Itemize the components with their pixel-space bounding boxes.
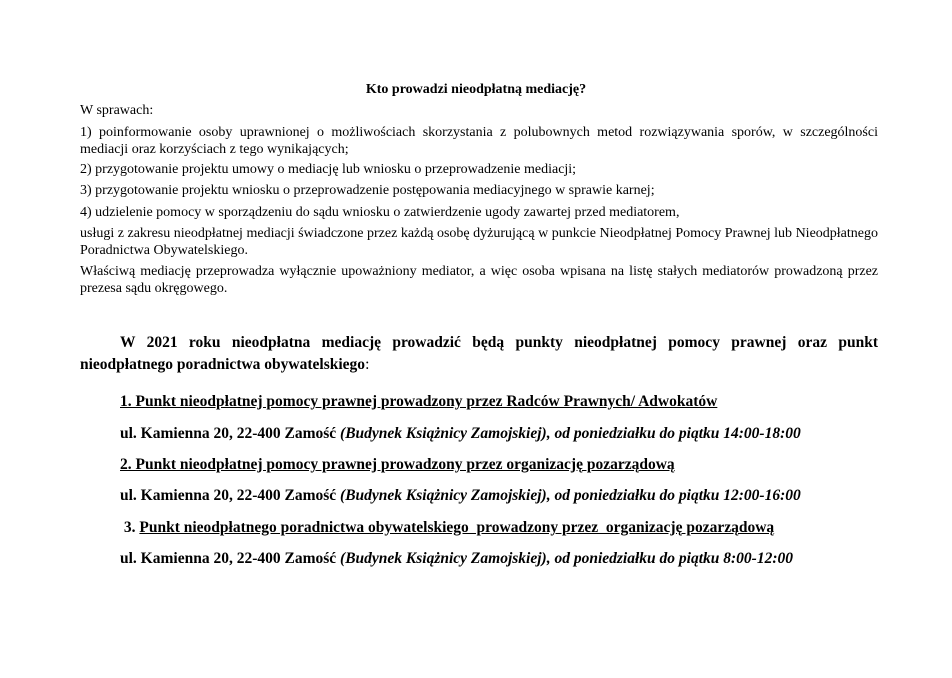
- point-1-address: [80, 423, 918, 445]
- point-2-hours: (Budynek Książnicy Zamojskiej), od poniedziałku do piątku 12:00-16:00: [340, 487, 801, 504]
- point-2-address: [80, 485, 918, 507]
- mediator-paragraph: Właściwą mediację przeprowadza wyłącznie upoważniony mediator, a więc osoba wpisana na listę stałych mediatorów prowadzoną przez prezesa sądu okręgowego.: [80, 264, 878, 296]
- point-1-heading-text: 1. Punkt nieodpłatnej pomocy prawnej prowadzony przez Radców Prawnych/ Adwokatów: [120, 393, 718, 410]
- year-intro-text: W 2021 roku nieodpłatna mediację prowadzić będą punkty nieodpłatnej pomocy prawnej oraz punkt nieodpłatnego poradnictwa obywatelskiego: [80, 334, 878, 373]
- list-item-1: 1) poinformowanie osoby uprawnionej o możliwościach skorzystania z polubownych metod rozwiązywania sporów, w szczególności mediacji oraz korzyściach z tego wynikających;: [80, 125, 878, 157]
- point-2-street: ul. Kamienna 20, 22-400 Zamość: [120, 487, 341, 504]
- point-1-street: ul. Kamienna 20, 22-400 Zamość: [120, 425, 341, 442]
- services-paragraph: usługi z zakresu nieodpłatnej mediacji świadczone przez każdą osobę dyżurującą w punkcie Nieodpłatnej Pomocy Prawnej lub Nieodpłatnego Poradnictwa Obywatelskiego.: [80, 226, 878, 258]
- year-intro-paragraph: [80, 332, 878, 376]
- year-intro-colon: :: [365, 356, 370, 373]
- point-2-heading-text: 2. Punkt nieodpłatnej pomocy prawnej prowadzony przez organizację pozarządową: [120, 456, 675, 473]
- list-item-4: 4) udzielenie pomocy w sporządzeniu do sądu wniosku o zatwierdzenie ugody zawartej przed mediatorem,: [80, 205, 680, 220]
- point-3-street: ul. Kamienna 20, 22-400 Zamość: [120, 550, 341, 567]
- point-3-address: [80, 548, 918, 570]
- point-3-heading: [80, 517, 918, 539]
- point-3-hours: (Budynek Książnicy Zamojskiej), od poniedziałku do piątku 8:00-12:00: [340, 550, 793, 567]
- document-title: Kto prowadzi nieodpłatną mediację?: [365, 82, 587, 97]
- intro-label: W sprawach:: [80, 103, 154, 118]
- point-1-heading: [80, 391, 918, 413]
- point-3-number: 3.: [120, 519, 140, 536]
- point-2-heading: [80, 454, 918, 476]
- list-item-3: 3) przygotowanie projektu wniosku o przeprowadzenie postępowania mediacyjnego w sprawie karnej;: [80, 183, 655, 198]
- point-1-hours: (Budynek Książnicy Zamojskiej), od poniedziałku do piątku 14:00-18:00: [340, 425, 801, 442]
- point-3-heading-text: Punkt nieodpłatnego poradnictwa obywatelskiego prowadzony przez organizację pozarządową: [139, 519, 775, 536]
- list-item-2: 2) przygotowanie projektu umowy o mediację lub wniosku o przeprowadzenie mediacji;: [80, 162, 577, 177]
